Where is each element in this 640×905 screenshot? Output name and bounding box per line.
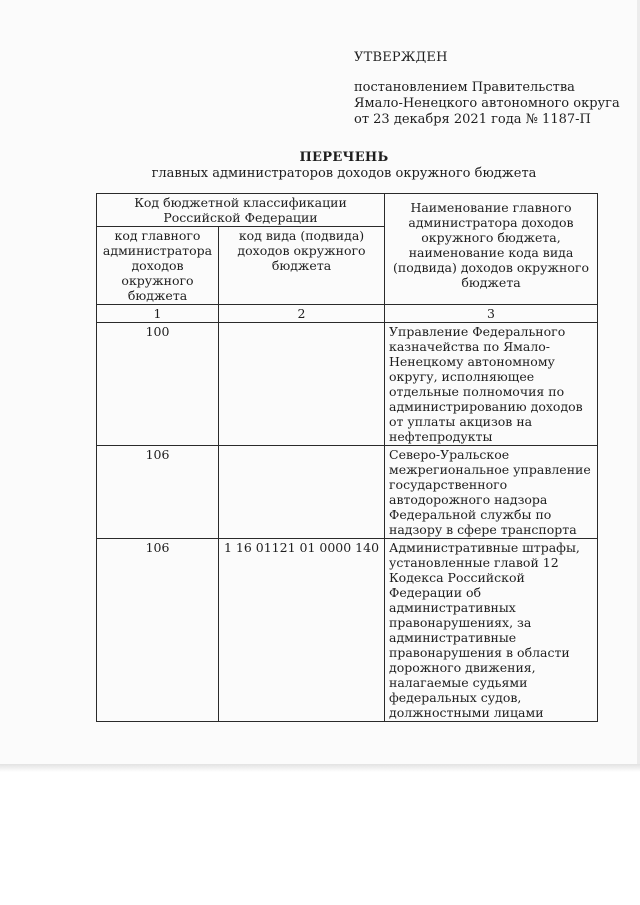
header-admin-code: код главного администратора доходов окружного бюджета [97, 227, 219, 305]
header-income-code: код вида (подвида) доходов окружного бюджета [219, 227, 385, 305]
column-number-3: 3 [385, 305, 598, 323]
row-admin-code: 106 [97, 446, 219, 539]
row-income-code [219, 446, 385, 539]
approval-stamp [354, 50, 624, 128]
approval-line-3: от 23 декабря 2021 года № 1187-П [354, 112, 591, 127]
table-row [97, 539, 598, 722]
administrators-table [96, 193, 598, 722]
column-number-1: 1 [97, 305, 219, 323]
approval-heading: УТВЕРЖДЕН [354, 50, 448, 65]
table-row [97, 446, 598, 539]
document-title-block [96, 150, 592, 182]
row-income-code: 1 16 01121 01 0000 140 [219, 539, 385, 722]
column-number-2: 2 [219, 305, 385, 323]
row-admin-code: 106 [97, 539, 219, 722]
header-administrator-name: Наименование главного администратора доходов окружного бюджета, наименование кода вида (подвида) доходов окружного бюджета [385, 194, 598, 305]
scan-edge-shadow [0, 764, 640, 772]
row-income-code [219, 323, 385, 446]
row-admin-code: 100 [97, 323, 219, 446]
approval-line-2: Ямало-Ненецкого автономного округа [354, 96, 620, 111]
row-name: Управление Федерального казначейства по Ямало-Ненецкому автономному округу, исполняющее отдельные полномочия по администрированию доходов от уплаты акцизов на нефтепродукты [385, 323, 598, 446]
document-title: ПЕРЕЧЕНЬ [299, 150, 389, 165]
table-header-row [97, 194, 598, 227]
row-name: Северо-Уральское межрегиональное управление государственного автодорожного надзора Федеральной службы по надзору в сфере транспорта [385, 446, 598, 539]
document-subtitle: главных администраторов доходов окружного бюджета [151, 166, 537, 181]
table-row [97, 323, 598, 446]
header-classification-code: Код бюджетной классификации Российской Федерации [97, 194, 385, 227]
approval-line-1: постановлением Правительства [354, 80, 575, 95]
column-number-row [97, 305, 598, 323]
row-name: Административные штрафы, установленные главой 12 Кодекса Российской Федерации об административных правонарушениях, за административные правонарушения в области дорожного движения, налагаемые судьями федеральных судов, должностными лицами [385, 539, 598, 722]
